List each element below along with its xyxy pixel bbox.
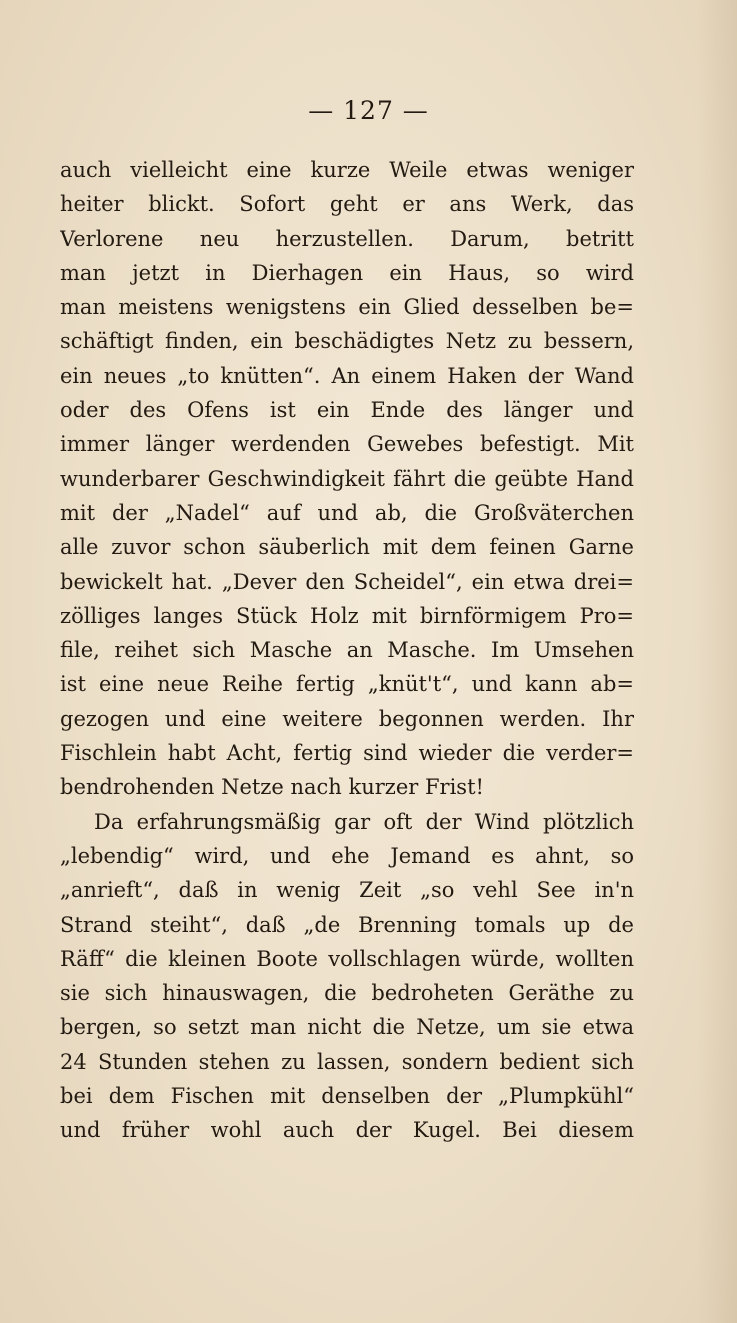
text-line: oder des Ofens ist ein Ende des länger und [60,398,634,423]
text-line: bergen, so setzt man nicht die Netze, um sie etwa [60,1015,634,1040]
text-line: sie sich hinauswagen, die bedroheten Geräthe zu [60,981,634,1006]
text-line: Verlorene neu herzustellen. Darum, betritt [60,226,634,251]
page-edge-shadow [697,0,737,1323]
text-line: Fischlein habt Acht, fertig sind wieder die verder= [60,741,634,766]
body-text [60,153,634,1148]
text-line: ist eine neue Reihe fertig „knüt't“, und kann ab= [60,672,634,697]
text-line: file, reihet sich Masche an Masche. Im Umsehen [60,638,634,663]
text-line: ein neues „to knütten“. An einem Haken der Wand [60,363,634,388]
text-line: bendrohenden Netze nach kurzer Frist! [60,775,484,800]
text-line-paragraph-start: Da erfahrungsmäßig gar oft der Wind plötzlich [94,809,634,834]
text-line: Räff“ die kleinen Boote vollschlagen würde, wollten [60,946,634,971]
text-line: und früher wohl auch der Kugel. Bei diesem [60,1118,634,1143]
text-line: man meistens wenigstens ein Glied desselben be= [60,295,634,320]
text-line: alle zuvor schon säuberlich mit dem feinen Garne [60,535,634,560]
text-line: wunderbarer Geschwindigkeit fährt die geübte Hand [60,466,634,491]
text-line: „lebendig“ wird, und ehe Jemand es ahnt, so [60,843,634,868]
text-line: heiter blickt. Sofort geht er ans Werk, das [60,192,634,217]
text-line: bei dem Fischen mit denselben der „Plumpkühl“ [60,1084,634,1109]
text-line: bewickelt hat. „Dever den Scheidel“, ein etwa drei= [60,569,634,594]
text-line: immer länger werdenden Gewebes befestigt. Mit [60,432,634,457]
text-line: man jetzt in Dierhagen ein Haus, so wird [60,260,634,285]
text-line: Strand steiht“, daß „de Brenning tomals up de [60,912,634,937]
text-line: mit der „Nadel“ auf und ab, die Großväterchen [60,500,634,525]
text-line: auch vielleicht eine kurze Weile etwas weniger [60,158,634,182]
text-line: zölliges langes Stück Holz mit birnförmigem Pro= [60,603,634,628]
text-line: „anrieft“, daß in wenig Zeit „so vehl See in'n [60,878,634,903]
text-line: 24 Stunden stehen zu lassen, sondern bedient sich [60,1049,634,1074]
text-line: schäftigt finden, ein beschädigtes Netz zu bessern, [60,329,634,354]
text-line: gezogen und eine weitere begonnen werden. Ihr [60,706,634,731]
page-number: — 127 — [308,96,429,125]
